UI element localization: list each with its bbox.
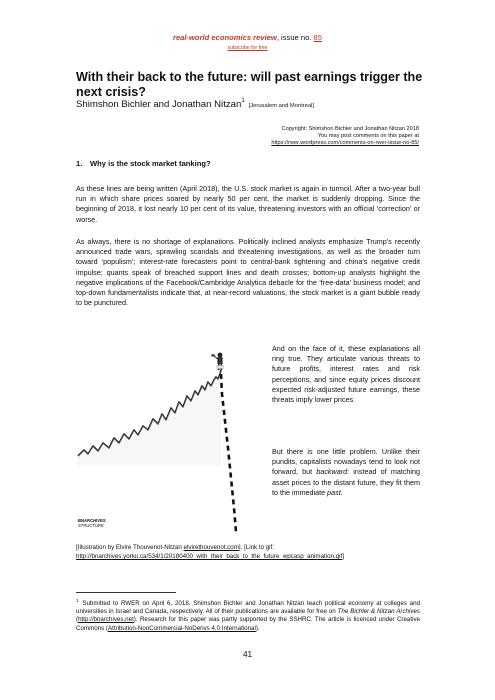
stock-chart-illustration: [76, 346, 260, 538]
side-paragraph-1: And on the face of it, these explanations all ring true. They articulate various threats to future profits, interest rates and risk perceptions, and since equity prices discount expected risk-adjusted future earnings, these threats imply lower prices.: [272, 344, 420, 405]
section-title: Why is the stock market tanking?: [90, 159, 211, 168]
journal-header: [0, 33, 495, 42]
footnote-divider: [76, 592, 176, 593]
illustration: [76, 346, 260, 538]
footnote-archive-name: The Bichler & Nitzan Archives: [337, 608, 420, 616]
caption-close: ]: [342, 553, 344, 560]
side2-text-a: But there is one little problem. Unlike their pundits, capitalists nowadays tend to look not forward, but: [272, 447, 420, 477]
side2-emphasis-past: past: [327, 487, 341, 497]
footnote-mark: 1: [76, 598, 79, 603]
footnote-text-d: ).: [255, 624, 260, 632]
market-area: [78, 370, 221, 466]
side2-emphasis-backward: backward: [316, 467, 348, 477]
footnote-license-link[interactable]: Attribution-NonCommercial-NoDerivs 4.0 International: [107, 624, 256, 632]
side-paragraph-2: [272, 447, 420, 498]
author-line: [76, 98, 314, 110]
footnote-archive-link[interactable]: http://bnarchives.net: [78, 616, 134, 624]
side2-text-c: .: [340, 487, 343, 497]
logo-line-2: STRUCTURE: [78, 523, 104, 528]
article-title: With their back to the future: will past earnings trigger the next crisis?: [76, 70, 423, 99]
footnote-text-a: Submitted to RWER on April 6, 2018. Shimshon Bichler and Jonathan Nitzan teach political economy at colleges and universities in Israel and Canada, respectively. All of their publications are available for free on: [76, 600, 420, 616]
caption-prefix: [Illustration by Elvire Thouvenot-Nitzan: [76, 544, 184, 551]
section-number: 1.: [76, 159, 83, 168]
issue-label: , issue no.: [276, 33, 314, 42]
issue-number-link[interactable]: 85: [313, 33, 322, 42]
caption-gif-link[interactable]: http://bnarchives.yorku.ca/534/1/20180400_with_their_back_to_the_future_wpcasp_animation.gif: [76, 553, 343, 560]
footnote-text-b: (: [76, 616, 79, 624]
page-number: 41: [242, 650, 253, 659]
footnote-text-c: ). Research for this paper was partly supported by the SSHRC. The article is licenced under Creative Commons (: [76, 616, 420, 632]
figure-caption: [76, 543, 420, 561]
authors: Shimshon Bichler and Jonathan Nitzan: [76, 99, 242, 110]
body-paragraph-1: As these lines are being written (April 2018), the U.S. stock market is again in turmoil. After a two-year bull run in which share prices soared by nearly 50 per cent, the market is suddenly dropping. Since the beginning of 2018, it lost nearly 10 per cent of its value, threatening investors with an official ‘correction’ or worse.: [76, 184, 420, 224]
copyright-block: [271, 126, 419, 147]
crash-dashes: [221, 374, 236, 532]
copyright-line: Copyright: Shimshon Bichler and Jonathan Nitzan 2018: [281, 126, 419, 132]
affiliation: [Jerusalem and Montreal]: [248, 103, 315, 109]
footnote: [76, 597, 420, 633]
section-heading: [76, 159, 211, 168]
comments-link[interactable]: https://rwer.wordpress.com/comments-on-rwer-issue-no-85/: [271, 140, 419, 146]
caption-line-2: [76, 552, 420, 561]
journal-name: real-world economics review: [172, 33, 277, 42]
caption-suffix: ]. [Link to gif:: [238, 544, 274, 551]
side2-text-b: : instead of matching asset prices to the distant future, they fit them to the immediate: [272, 467, 421, 497]
body-paragraph-2: As always, there is no shortage of explanations. Politically inclined analysts emphasize Trump’s recently announced trade wars, sprawling scandals and threatening investigations, as well as the broader turn toward ‘populism’; interest-rate forecasters point to central-bank tightening and china’s negative credit impulse; quants speak of breached support lines and death crosses; bottom-up analysts highlight the negative implications of the Facebook/Cambridge Analytica debacle for the ‘free-data’ business model; and top-down fundamentalists indicate that, at near-record valuations, the stock market is a giant bubble ready to be punctured.: [76, 237, 420, 308]
caption-line-1: [76, 543, 420, 552]
subscribe-link[interactable]: subscribe for free: [227, 45, 268, 51]
caption-email-link[interactable]: elvirethouvenot.com: [183, 544, 239, 551]
author-footnote-mark[interactable]: 1: [241, 98, 245, 104]
investor-figure: [211, 353, 223, 370]
comments-line: You may post comments on this paper at: [317, 133, 419, 139]
bnarchives-logo: [78, 518, 106, 528]
logo-line-1: BNARCHIVES: [78, 518, 106, 523]
